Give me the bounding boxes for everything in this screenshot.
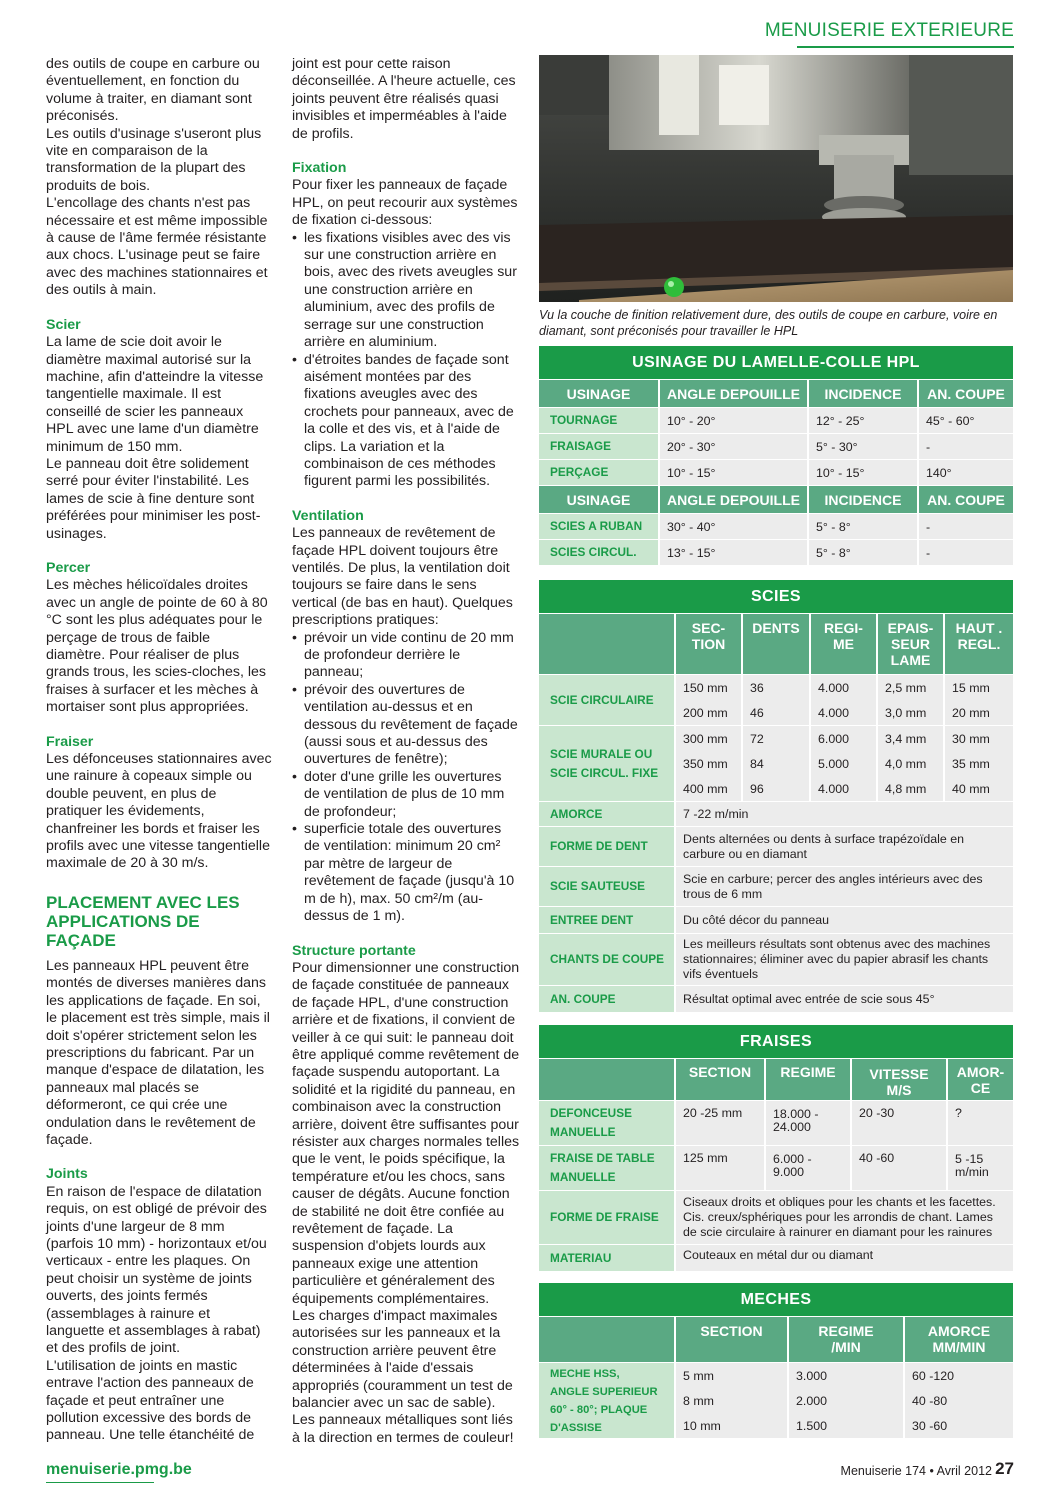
column-header: EPAIS- SEUR LAME (876, 614, 943, 674)
column-header-empty (539, 1059, 674, 1100)
table-cell: 6.000 - 9.000 (764, 1146, 850, 1190)
scies-murale-block (539, 725, 1013, 801)
scies-circulaire-block (539, 674, 1013, 725)
column-header: VITESSE M/S (850, 1059, 946, 1100)
section-header: MENUISERIE EXTERIEURE (764, 20, 1014, 41)
paragraph: La lame de scie doit avoir le diamètre maximal autorisé sur la machine, afin d'atteindre la vitesse tangentielle maximale. Il est conseillé de scier les panneaux HPL avec une lame d'un diamètre minimum de 150 mm. (46, 334, 264, 455)
table-cell: 20 -25 mm (674, 1101, 764, 1145)
table-row (539, 1190, 1013, 1244)
row-label: PERÇAGE (539, 460, 658, 485)
table-cell: 1.500 (787, 1413, 903, 1438)
row-label: ENTREE DENT (539, 907, 674, 933)
paragraph: joint est pour cette raison déconseillée. A l'heure actuelle, ces joints peuvent être réalisés quasi invisibles et imperméables à l'aide de profils. (292, 56, 516, 142)
column-header: SECTION (674, 1059, 764, 1100)
paragraph: L'encollage des chants n'est pas nécessaire et est même impossible à cause de l'âme fermée résistante aux chocs. L'usinage peut se faire avec des machines stationnaires et des outils à main. (46, 195, 268, 299)
table-cell: 40 -80 (903, 1388, 1013, 1413)
row-label: SCIES A RUBAN (539, 514, 658, 539)
row-label: MATERIAU (539, 1245, 674, 1271)
table-cell: 400 mm (674, 776, 741, 801)
table-cell: 2.000 (787, 1388, 903, 1413)
table-cell: 35 mm (943, 751, 1013, 776)
paragraph: Pour fixer les panneaux de façade HPL, on peut recourir aux systèmes de fixation ci-dessous: (292, 177, 518, 229)
table-cell: 3.000 (787, 1363, 903, 1388)
table-cell: 150 mm (674, 675, 741, 700)
table-cell: 4.000 (809, 700, 876, 725)
column-header: ANGLE DEPOUILLE (658, 380, 807, 407)
row-label: CHANTS DE COUPE (539, 934, 674, 985)
table-cell: - (917, 434, 1013, 459)
table-header-row (539, 613, 1013, 674)
list-item: • superficie totale des ouvertures de ventilation: minimum 20 cm² par mètre de largeur de revêtement de façade (jusqu'à 10 m de h), max. 50 cm²/m (au-dessus de 1 m). (292, 821, 520, 925)
table-cell: Du côté décor du panneau (674, 907, 1013, 933)
table-cell: Dents alternées ou dents à surface trapézoïdale en carbure ou en diamant (674, 827, 1013, 866)
table-cell: 30 -60 (903, 1413, 1013, 1438)
table-row (674, 675, 1013, 700)
column-header: SECTION (674, 1317, 787, 1362)
meches-block (539, 1362, 1013, 1438)
table-row (674, 751, 1013, 776)
paragraph: Les mèches hélicoïdales droites avec un angle de pointe de 60 à 80 °C sont les plus adéquates pour le perçage de trous de faible diamètre. Pour réaliser de plus grands trous, les scies-cloches, les fraises à surfacer et les mèches à mortaiser sont plus appropriées. (46, 577, 268, 716)
table-title: FRAISES (539, 1025, 1013, 1058)
table-cell: 20 mm (943, 700, 1013, 725)
row-label: SCIE CIRCULAIRE (539, 675, 674, 725)
table-cell: 10° - 15° (807, 460, 917, 485)
table-cell: Couteaux en métal dur ou diamant (674, 1245, 1013, 1271)
table-cell: Ciseaux droits et obliques pour les chants et les facettes. Cis. creux/sphériques pour les arrondis de chant. Lames de scie circulaire à rainurer en diamant pour les rainures (674, 1191, 1013, 1244)
table-cell: 46 (741, 700, 809, 725)
table-row (539, 801, 1013, 826)
table-cell: 18.000 - 24.000 (764, 1101, 850, 1145)
table-cell: 20 -30 (850, 1101, 946, 1145)
table-row (539, 906, 1013, 933)
table-cell: 350 mm (674, 751, 741, 776)
table-cell: 140° (917, 460, 1013, 485)
table-header-row (539, 379, 1013, 407)
table-row (674, 726, 1013, 751)
table-cell: 2,5 mm (876, 675, 943, 700)
column-header: REGI- ME (809, 614, 876, 674)
heading-placement: PLACEMENT AVEC LES APPLICATIONS DE FAÇADE (46, 892, 240, 950)
table-cell: - (917, 540, 1013, 565)
table-cell: 36 (741, 675, 809, 700)
table-cell: 15 mm (943, 675, 1013, 700)
table-cell: 12° - 25° (807, 408, 917, 433)
table-row (539, 985, 1013, 1012)
subheading-structure: Structure portante (292, 942, 416, 959)
list-item: • les fixations visibles avec des vis sur une construction arrière en bois, avec des rivets aveugles sur une construction arrière en aluminium, avec des profils de serrage sur une construction arrière en aluminium. (292, 230, 520, 352)
scies-table (539, 580, 1013, 1012)
row-label: FORME DE DENT (539, 827, 674, 866)
usinage-table (539, 346, 1013, 565)
list-item: • prévoir un vide continu de 20 mm de profondeur derrière le panneau; (292, 630, 520, 682)
footer-rule (46, 1482, 154, 1483)
text-column-2 (292, 56, 520, 1447)
column-header: DENTS (741, 614, 809, 674)
paragraph: En raison de l'espace de dilatation requis, on est obligé de prévoir des joints d'une largeur de 8 mm (parfois 10 mm) - horizontaux et/ou verticaux - entre les plaques. On peut choisir un système de joints ouverts, des joints fermés (assemblages à rainure et languette et assemblages à rabat) et des profils de joint. (46, 1183, 267, 1357)
table-header-row (539, 485, 1013, 513)
paragraph: Les défonceuses stationnaires avec une rainure à copeaux simple ou double peuvent, en plus de pratiquer les évidements, chanfreiner les bords et fraiser les profils avec une vitesse tangentielle maximale de 20 à 30 m/s. (46, 751, 272, 872)
table-cell: 5° - 8° (807, 514, 917, 539)
table-row (539, 933, 1013, 985)
paragraph: des outils de coupe en carbure ou éventuellement, en fonction du volume à traiter, en diamant sont préconisés. (46, 56, 260, 125)
table-cell: 30 mm (943, 726, 1013, 751)
table-cell: 7 -22 m/min (674, 802, 1013, 826)
table-cell: Scie en carbure; percer des angles intérieurs avec des trous de 6 mm (674, 867, 1013, 906)
table-title: SCIES (539, 580, 1013, 613)
fraises-table (539, 1025, 1013, 1271)
row-label: FRAISE DE TABLE MANUELLE (539, 1146, 674, 1190)
table-row (674, 700, 1013, 725)
table-cell: 10 mm (674, 1413, 787, 1438)
photo-caption: Vu la couche de finition relativement dure, des outils de coupe en carbure, voire en diamant, sont préconisés pour travailler le HPL (539, 308, 998, 338)
list-item: • d'étroites bandes de façade sont aisément montées par des fixations aveugles avec des crochets pour panneaux, avec de la colle et des vis, et à l'aide de clips. La variation et la combinaison de ces méthodes figurent parmi les possibilités. (292, 352, 520, 491)
meches-table (539, 1283, 1013, 1438)
subheading-scier: Scier (46, 316, 81, 333)
table-title: USINAGE DU LAMELLE-COLLE HPL (539, 346, 1013, 379)
row-label: AMORCE (539, 802, 674, 826)
table-row (674, 776, 1013, 801)
table-title: MECHES (539, 1283, 1013, 1316)
column-header: INCIDENCE (807, 380, 917, 407)
table-cell: ? (946, 1101, 1013, 1145)
table-row (539, 1244, 1013, 1271)
paragraph: L'utilisation de joints en mastic entrave l'action des panneaux de façade et peut entraîner une pollution excessive des bords de panneau. Une telle étanchéité de (46, 1357, 255, 1444)
column-header-empty (539, 614, 674, 674)
table-cell: 5 mm (674, 1363, 787, 1388)
row-label: AN. COUPE (539, 986, 674, 1012)
table-cell: 4.000 (809, 675, 876, 700)
table-cell: 8 mm (674, 1388, 787, 1413)
subheading-ventilation: Ventilation (292, 507, 364, 524)
table-cell: 20° - 30° (658, 434, 807, 459)
table-cell: 125 mm (674, 1146, 764, 1190)
bullet-list (292, 630, 520, 926)
column-header: REGIME (764, 1059, 850, 1100)
table-cell: 72 (741, 726, 809, 751)
row-label: FORME DE FRAISE (539, 1191, 674, 1244)
paragraph: Les panneaux métalliques sont liés à la direction en termes de couleur! (292, 1412, 514, 1446)
row-label: MECHE HSS, ANGLE SUPERIEUR 60° - 80°; PLAQUE D'ASSISE (539, 1363, 674, 1438)
table-row (674, 1388, 1013, 1413)
row-label: SCIES CIRCUL. (539, 540, 658, 565)
row-label: SCIE MURALE OU SCIE CIRCUL. FIXE (539, 726, 674, 801)
table-row (539, 826, 1013, 866)
column-header: AN. COUPE (917, 486, 1013, 513)
table-cell: Résultat optimal avec entrée de scie sous 45° (674, 986, 1013, 1012)
table-cell: 4,0 mm (876, 751, 943, 776)
row-label: FRAISAGE (539, 434, 658, 459)
list-item: • doter d'une grille les ouvertures de ventilation de plus de 10 mm de profondeur; (292, 769, 520, 821)
paragraph: Les charges d'impact maximales autorisées sur les panneaux et la construction arrière peuvent être déterminées à l'aide d'essais appropriés (couramment un test de balancier avec un sac de sable). (292, 1308, 513, 1412)
table-row (539, 513, 1013, 539)
table-row (539, 1145, 1013, 1190)
table-cell: 10° - 15° (658, 460, 807, 485)
table-cell: 4.000 (809, 776, 876, 801)
column-header: AMORCE MM/MIN (903, 1317, 1013, 1362)
paragraph: Pour dimensionner une construction de façade constituée de panneaux de façade HPL, d'une construction arrière et de fixations, il convient de veiller à ce qui suit: le panneau doit être appliqué comme revêtement de façade suspendu autoportant. La solidité et la rigidité du panneau, en combinaison avec la construction arrière, doivent être suffisantes pour résister aux charges normales telles que le vent, le poids spécifique, la température et/ou les chocs, sans causer de dégâts. Aucune fonction de stabilité ne doit être confiée au revêtement de façade. La suspension d'objets lourds aux panneaux exige une attention particulière et généralement des équipements complémentaires. (292, 959, 520, 1307)
table-row (539, 407, 1013, 433)
machine-illustration (539, 55, 1013, 302)
table-cell: 45° - 60° (917, 408, 1013, 433)
column-header: INCIDENCE (807, 486, 917, 513)
row-label: DEFONCEUSE MANUELLE (539, 1101, 674, 1145)
table-cell: 84 (741, 751, 809, 776)
list-item: • prévoir des ouvertures de ventilation au-dessus et en dessous du revêtement de façade (aussi sous et au-dessus des ouvertures de fenêtre); (292, 682, 520, 769)
row-label: SCIE SAUTEUSE (539, 867, 674, 906)
table-cell: 6.000 (809, 726, 876, 751)
section-header-rule (797, 46, 1014, 48)
table-cell: 30° - 40° (658, 514, 807, 539)
table-row (539, 866, 1013, 906)
column-header: SEC- TION (674, 614, 741, 674)
table-row (674, 1413, 1013, 1438)
subheading-percer: Percer (46, 559, 91, 576)
table-cell: 96 (741, 776, 809, 801)
table-row (674, 1363, 1013, 1388)
page-number: 27 (995, 1459, 1014, 1478)
table-cell: 5 -15 m/min (946, 1146, 1013, 1190)
table-row (539, 459, 1013, 485)
table-cell: 4,8 mm (876, 776, 943, 801)
footer-issue (841, 1464, 992, 1478)
table-cell: 5° - 8° (807, 540, 917, 565)
subheading-fixation: Fixation (292, 160, 347, 177)
row-label: TOURNAGE (539, 408, 658, 433)
table-cell: 40 mm (943, 776, 1013, 801)
column-header-empty (539, 1317, 674, 1362)
table-row (539, 539, 1013, 565)
table-cell: 3,4 mm (876, 726, 943, 751)
table-cell: 40 -60 (850, 1146, 946, 1190)
column-header: USINAGE (539, 486, 658, 513)
table-header-row (539, 1058, 1013, 1100)
table-cell: 5.000 (809, 751, 876, 776)
paragraph: Les panneaux de revêtement de façade HPL doivent toujours être ventilés. De plus, la ventilation doit toujours se faire dans le sens vertical (de bas en haut). Quelques prescriptions pratiques: (292, 525, 513, 629)
table-cell: 300 mm (674, 726, 741, 751)
table-cell: 3,0 mm (876, 700, 943, 725)
table-cell: 5° - 30° (807, 434, 917, 459)
table-cell: 60 -120 (903, 1363, 1013, 1388)
subheading-fraiser: Fraiser (46, 733, 94, 750)
bullet-list (292, 230, 520, 491)
table-header-row (539, 1316, 1013, 1362)
text-column-1 (46, 56, 272, 1445)
footer-url-link[interactable]: menuiserie.pmg.be (46, 1461, 192, 1478)
column-header: ANGLE DEPOUILLE (658, 486, 807, 513)
paragraph: Les outils d'usinage s'useront plus vite en comparaison de la transformation de la plupart des produits de bois. (46, 125, 262, 194)
column-header: HAUT . REGL. (943, 614, 1013, 674)
table-cell: Les meilleurs résultats sont obtenus avec des machines stationnaires; éliminer avec du papier abrasif les chants vifs éventuels (674, 934, 1013, 985)
column-header: AN. COUPE (917, 380, 1013, 407)
table-cell: 10° - 20° (658, 408, 807, 433)
table-cell: 200 mm (674, 700, 741, 725)
column-header: AMOR- CE (946, 1059, 1013, 1100)
footer-issue-text: Menuiserie 174 • Avril 2012 (840, 1464, 992, 1478)
paragraph: Le panneau doit être solidement serré pour éviter l'instabilité. Les lames de scie à fine denture sont préférées pour minimiser les post-usinages. (46, 455, 261, 542)
table-cell: 13° - 15° (658, 540, 807, 565)
paragraph: Les panneaux HPL peuvent être montés de diverses manières dans les applications de façade. En soi, le placement est très simple, mais il doit s'opérer strictement selon les prescriptions du fabricant. Par un manque d'espace de dilatation, les panneaux mal placés se déformeront, ce qui crée une ondulation dans le revêtement de façade. (46, 957, 270, 1148)
table-cell: - (917, 514, 1013, 539)
column-header: USINAGE (539, 380, 658, 407)
table-row (539, 1100, 1013, 1145)
machining-photo (539, 55, 1013, 302)
column-header: REGIME /MIN (787, 1317, 903, 1362)
subheading-joints: Joints (46, 1166, 88, 1183)
table-row (539, 433, 1013, 459)
